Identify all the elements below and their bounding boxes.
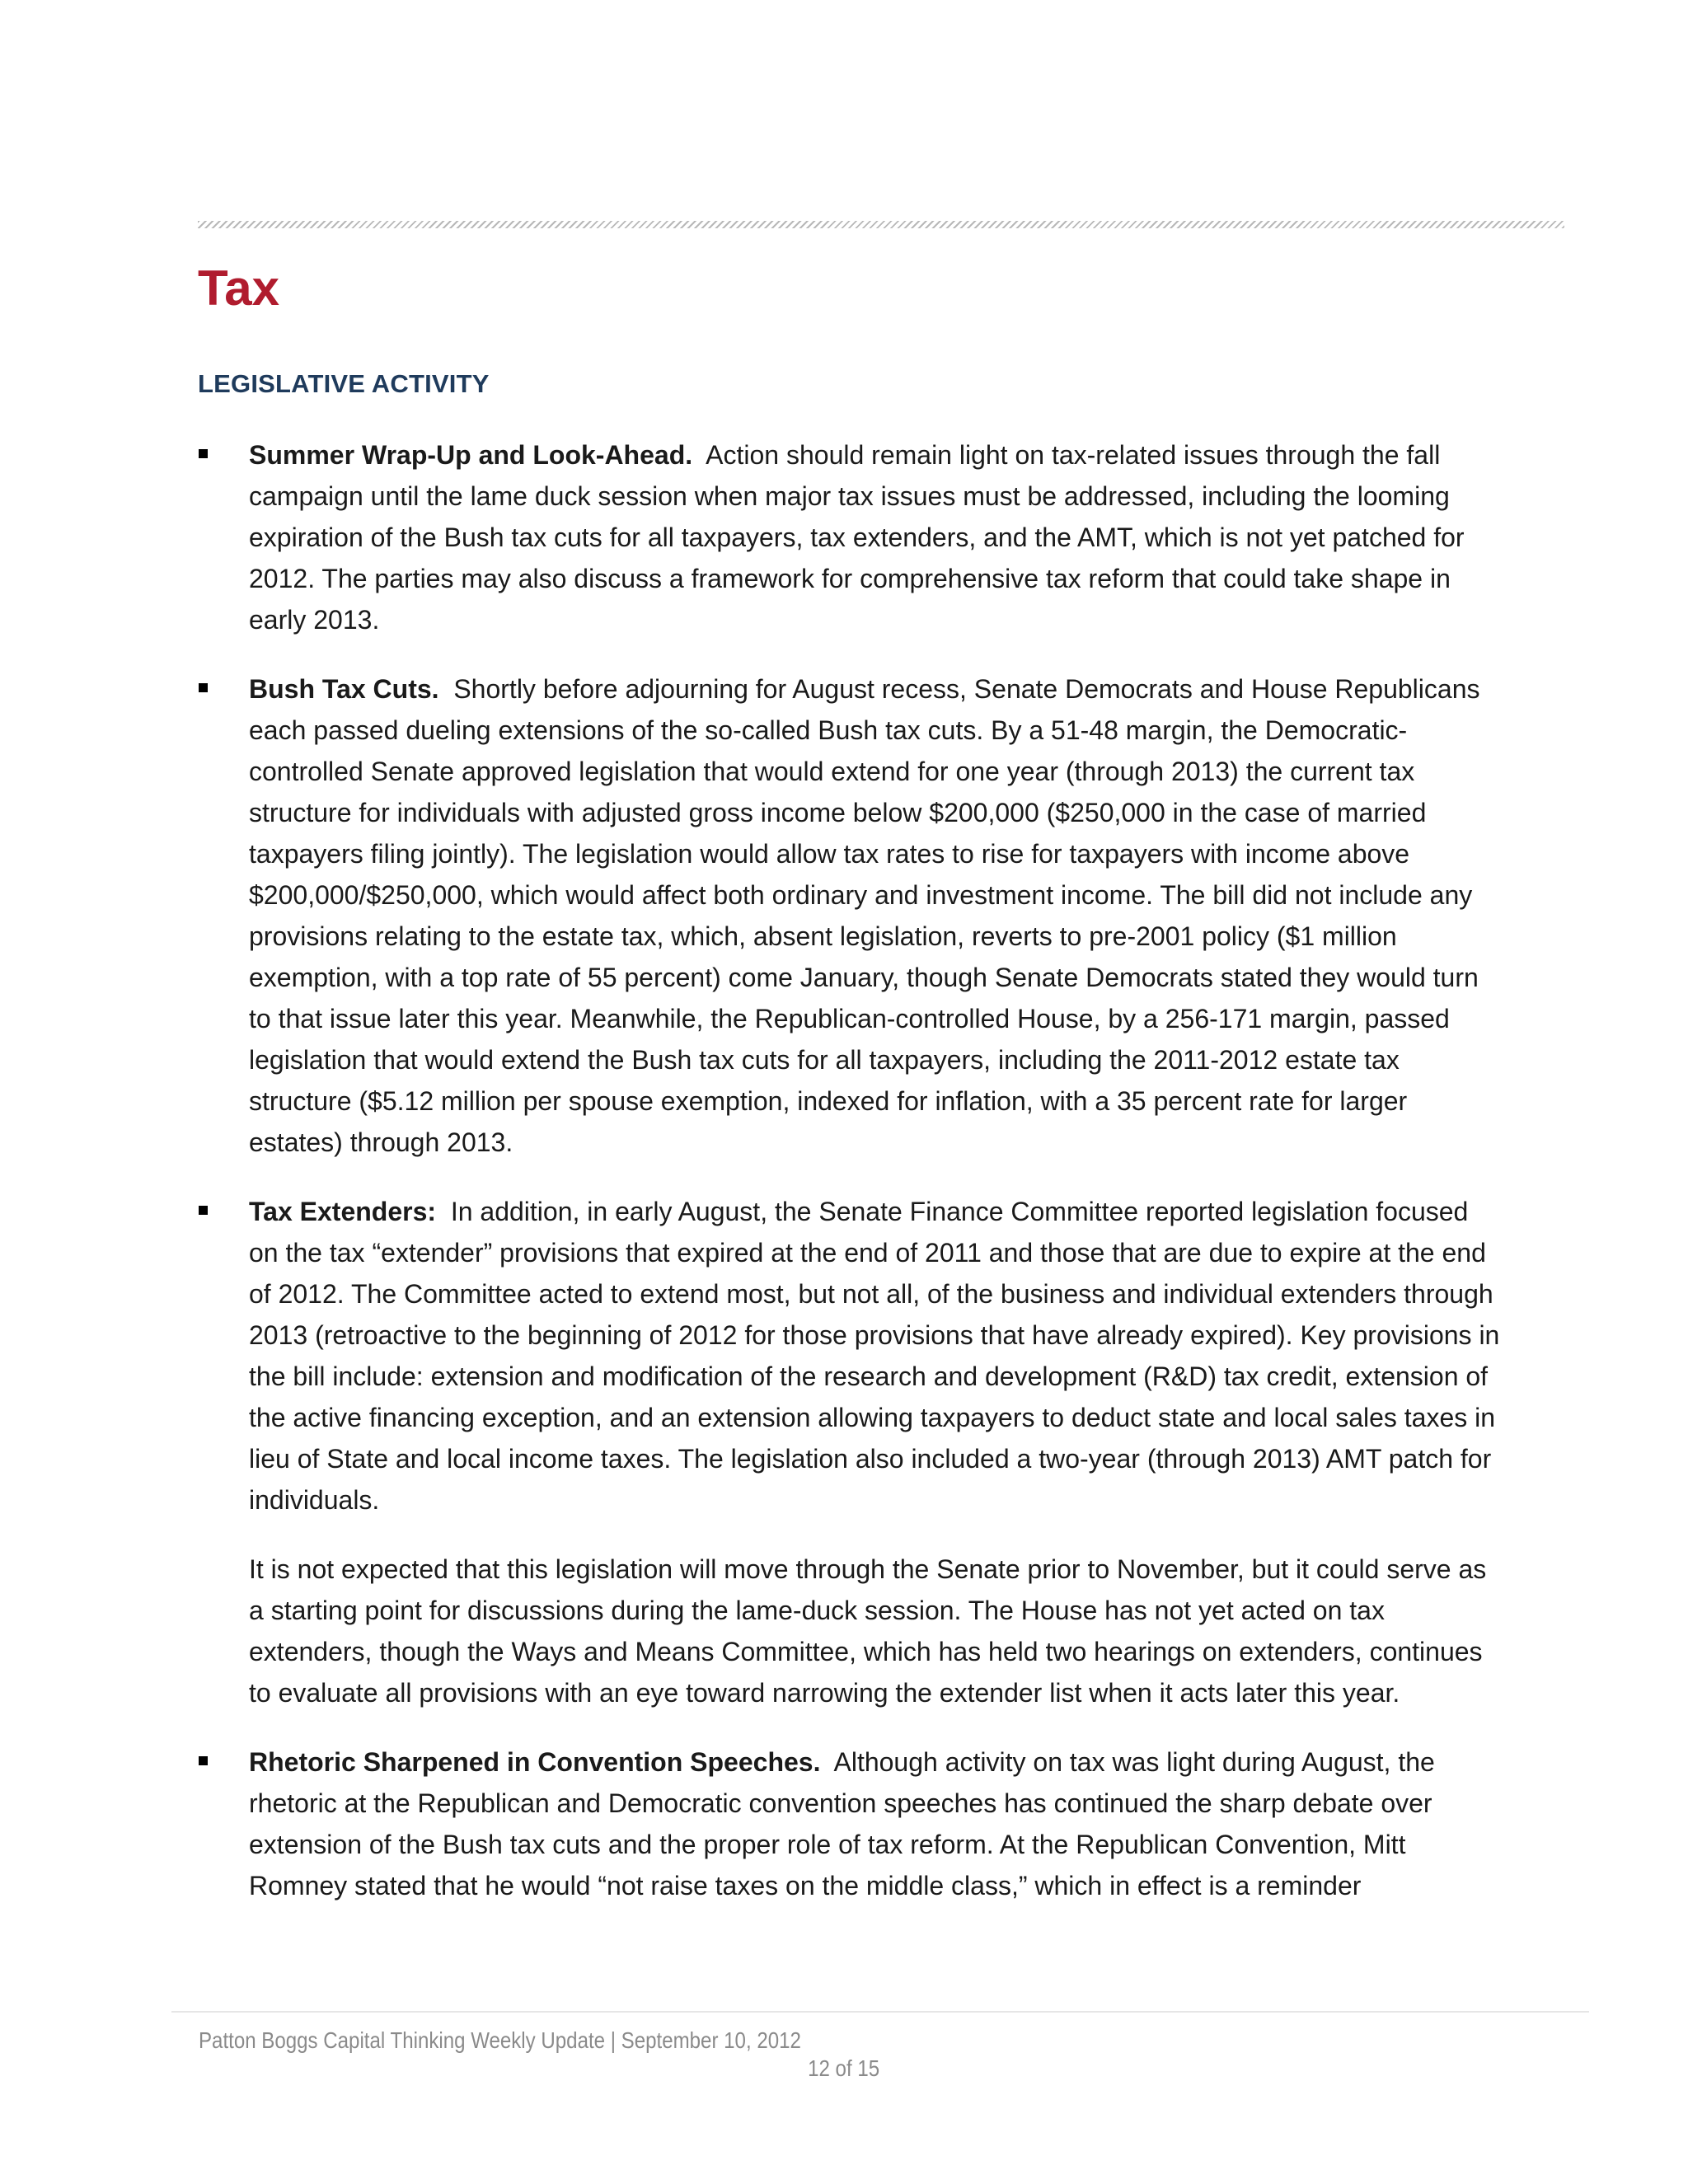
section-title: Tax	[198, 260, 279, 316]
square-bullet-icon	[199, 449, 208, 458]
bullet-followup-paragraph: It is not expected that this legislation will move through the Senate prior to November, but it could serve as a starting point for discussions during the lame-duck session. The House has not yet acted on tax extenders, though the Ways and Means Committee, which has held two hearings on extenders, continues to evaluate all provisions with an eye toward narrowing the extender list when it acts later this year.	[249, 1554, 1487, 1708]
bullet-item-summer-wrap-up	[198, 434, 1500, 640]
bullet-list	[198, 434, 1500, 1934]
square-bullet-icon	[199, 683, 208, 692]
square-bullet-icon	[199, 1756, 208, 1765]
hatched-divider	[198, 221, 1564, 228]
bullet-lead: Summer Wrap-Up and Look-Ahead.	[249, 440, 693, 470]
page-number	[0, 2055, 1688, 2082]
bullet-item-bush-tax-cuts	[198, 668, 1500, 1163]
square-bullet-icon	[199, 1206, 208, 1215]
bullet-paragraph	[249, 1191, 1500, 1521]
section-subheading: LEGISLATIVE ACTIVITY	[198, 369, 490, 398]
bullet-text: Action should remain light on tax-related issues through the fall campaign until the lame duck session when major tax issues must be addressed, including the looming expiration of the Bush tax cuts for all taxpayers, tax extenders, and the AMT, which is not yet patched for 2012. The parties may also discuss a framework for comprehensive tax reform that could take shape in early 2013.	[249, 440, 1465, 635]
bullet-lead: Tax Extenders:	[249, 1197, 437, 1226]
bullet-paragraph	[249, 434, 1500, 640]
bullet-text: Shortly before adjourning for August recess, Senate Democrats and House Republicans each passed dueling extensions of the so-called Bush tax cuts. By a 51-48 margin, the Democratic-controlled Senate approved legislation that would extend for one year (through 2013) the current tax structure for individuals with adjusted gross income below $200,000 ($250,000 in the case of married taxpayers filing jointly). The legislation would allow tax rates to rise for taxpayers with income above $200,000/$250,000, which would affect both ordinary and investment income. The bill did not include any provisions relating to the estate tax, which, absent legislation, reverts to pre-2001 policy ($1 million exemption, with a top rate of 55 percent) come January, though Senate Democrats stated they would turn to that issue later this year. Meanwhile, the Republican-controlled House, by a 256-171 margin, passed legislation that would extend the Bush tax cuts for all taxpayers, including the 2011-2012 estate tax structure ($5.12 million per spouse exemption, indexed for inflation, with a 35 percent rate for larger estates) through 2013.	[249, 674, 1480, 1157]
bullet-paragraph	[249, 1741, 1500, 1906]
page-number-text: 12 of 15	[808, 2055, 880, 2081]
bullet-paragraph	[249, 668, 1500, 1163]
bullet-text: Although activity on tax was light during August, the rhetoric at the Republican and Democratic convention speeches has continued the sharp debate over extension of the Bush tax cuts and the proper role of tax reform. At the Republican Convention, Mitt Romney stated that he would “not raise taxes on the middle class,” which in effect is a reminder	[249, 1747, 1435, 1900]
bullet-lead: Bush Tax Cuts.	[249, 674, 439, 704]
bullet-text: In addition, in early August, the Senate Finance Committee reported legislation focused on the tax “extender” provisions that expired at the end of 2011 and those that are due to expire at the end of 2012. The Committee acted to extend most, but not all, of the business and individual extenders through 2013 (retroactive to the beginning of 2012 for those provisions that have already expired). Key provisions in the bill include: extension and modification of the research and development (R&D) tax credit, extension of the active financing exception, and an extension allowing taxpayers to deduct state and local sales taxes in lieu of State and local income taxes. The legislation also included a two-year (through 2013) AMT patch for individuals.	[249, 1197, 1500, 1515]
footer-publication: Patton Boggs Capital Thinking Weekly Update | September 10, 2012	[199, 2027, 801, 2053]
bullet-item-tax-extenders	[198, 1191, 1500, 1713]
bullet-item-rhetoric-sharpened	[198, 1741, 1500, 1906]
bullet-lead: Rhetoric Sharpened in Convention Speeches.	[249, 1747, 821, 1777]
footer-divider	[171, 2011, 1589, 2013]
